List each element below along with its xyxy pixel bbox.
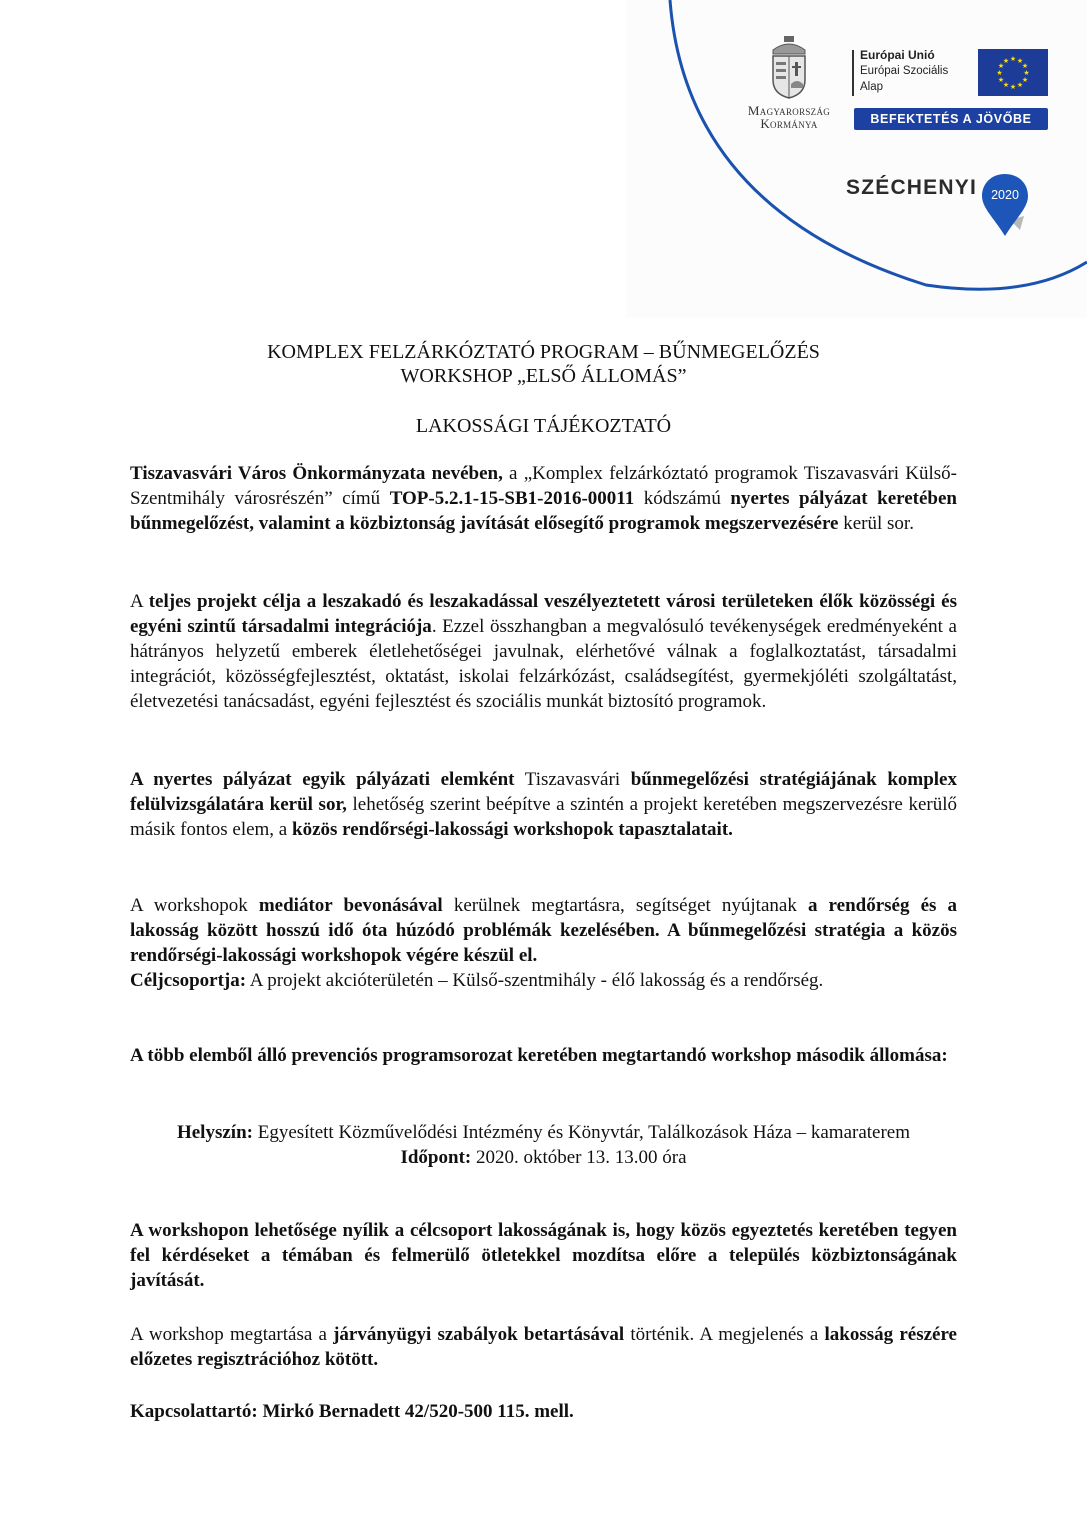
paragraph-intro: Tiszavasvári Város Önkormányzata nevében, a „Komplex felzárkóztató programok Tiszavasvári Külső-Szentmihály városrészén” című TOP-5.2.1-15-SB1-2016-00011 kódszámú nyertes pályázat keretében bűnmegelőzést, valamint a közbiztonság javítását elősegítő programok megszervezésére kerül sor. [130, 463, 957, 534]
document-subtitle: LAKOSSÁGI TÁJÉKOZTATÓ [415, 415, 672, 437]
hungarian-government-logo [734, 36, 844, 130]
decorative-arc [626, 0, 1087, 318]
investment-banner: BEFEKTETÉS A JÖVŐBE [854, 108, 1048, 130]
eu-flag-icon [978, 49, 1048, 96]
document-title-line1: KOMPLEX FELZÁRKÓZTATÓ PROGRAM – BŰNMEGELŐZÉS [267, 341, 820, 363]
contact-line: Kapcsolattartó: Mirkó Bernadett 42/520-500 115. mell. [130, 1401, 574, 1422]
svg-text:★: ★ [1009, 83, 1017, 91]
eu-logo-line1: Európai Unió [860, 48, 935, 62]
event-details [130, 1120, 957, 1170]
svg-text:★: ★ [1002, 81, 1010, 89]
svg-text:★: ★ [1009, 55, 1017, 63]
svg-text:★: ★ [1002, 57, 1010, 65]
paragraph-workshops: A workshopok mediátor bevonásával kerülnek megtartásra, segítséget nyújtanak a rendőrség és a lakosság között hosszú idő óta húzódó problémák kezelésében. A bűnmegelőzési stratégia a közös rendőrségi-lakossági workshopok végére készül el. Céljcsoportja: A projekt akcióterületén – Külső-szentmihály - élő lakosság és a rendőrség. [130, 895, 958, 991]
logo-divider [852, 50, 854, 96]
svg-text:★: ★ [1023, 69, 1030, 77]
gov-logo-line1: Magyarország [747, 103, 831, 118]
svg-text:★: ★ [1016, 81, 1024, 89]
event-time: Időpont: 2020. október 13. 13.00 óra [400, 1147, 687, 1168]
coat-of-arms-icon [767, 36, 811, 100]
header-logo-block [626, 0, 1087, 318]
paragraph-project-goal: A teljes projekt célja a leszakadó és leszakadással veszélyeztetett városi területeken élők közösségi és egyéni szintű társadalmi integrációja. Ezzel összhangban a megvalósuló tevékenységek eredményeként a hátrányos helyzetű emberek életlehetőségei javulnak, elérhetővé válnak a foglalkoztatást, társadalmi integrációt, közösségfejlesztést, oktatást, iskolai felzárkózást, családsegítést, gyermekjóléti szolgáltatást, életvezetési tanácsadást, egyéni fejlesztést és szociális munkát biztosító programok. [130, 591, 957, 712]
svg-text:★: ★ [1016, 57, 1024, 65]
paragraph-opportunity: A workshopon lehetősége nyílik a célcsoport lakosságának is, hogy közös egyeztetés keretében tegyen fel kérdéseket a témában és felmerülő ötletekkel mozdítsa előre a település közbiztonságának javítását. [130, 1220, 957, 1291]
paragraph-regulations: A workshop megtartása a járványügyi szabályok betartásával történik. A megjelenés a lakosság részére előzetes regisztrációhoz kötött. [130, 1324, 957, 1370]
szechenyi-logo-text: SZÉCHENYI [846, 176, 977, 199]
svg-text:★: ★ [996, 69, 1003, 77]
location-pin-icon [980, 172, 1030, 238]
svg-text:★: ★ [997, 62, 1005, 70]
svg-text:★: ★ [997, 76, 1005, 84]
paragraph-second-station: A több elemből álló prevenciós programsorozat keretében megtartandó workshop második állomása: [130, 1045, 948, 1066]
svg-text:★: ★ [1021, 62, 1029, 70]
gov-logo-line2: Kormánya [760, 116, 818, 131]
eu-logo-text [860, 47, 948, 95]
paragraph-strategy: A nyertes pályázat egyik pályázati elemként Tiszavasvári bűnmegelőzési stratégiájának komplex felülvizsgálatára kerül sor, lehetőség szerint beépítve a szintén a projekt keretében megszervezésre kerülő másik fontos elem, a közös rendőrségi-lakossági workshopok tapasztalatait. [130, 769, 957, 840]
document-title-line2: WORKSHOP „ELSŐ ÁLLOMÁS” [400, 365, 687, 387]
gov-logo-text [734, 104, 844, 130]
svg-text:★: ★ [1021, 76, 1029, 84]
eu-logo-line2: Európai Szociális [860, 65, 949, 77]
szechenyi-year: 2020 [991, 188, 1019, 202]
event-location: Helyszín: Egyesített Közművelődési Intézmény és Könyvtár, Találkozások Háza – kamaraterem [176, 1122, 911, 1143]
eu-logo-line3: Alap [860, 81, 884, 93]
